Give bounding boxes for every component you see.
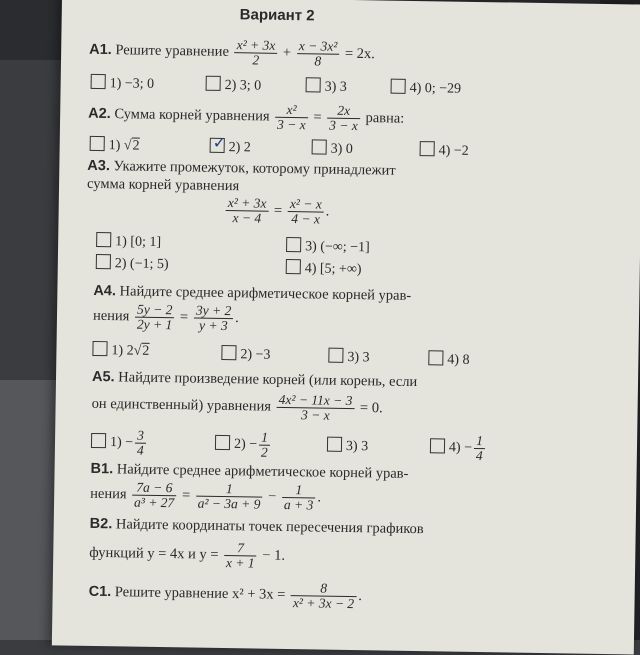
a5-option-2[interactable]: 2) − $\frac{1}{2}$ <box>215 430 272 460</box>
checkbox[interactable] <box>221 345 236 360</box>
fraction: $\frac{8}{\text{x² + 3x − 2}}$ <box>291 581 357 611</box>
checkbox[interactable] <box>286 237 301 252</box>
a3-option-1[interactable]: 1) [0; 1] <box>96 232 161 251</box>
checkbox[interactable] <box>91 74 106 89</box>
checkbox[interactable] <box>430 438 445 453</box>
checkbox[interactable] <box>206 76 221 91</box>
checkbox[interactable] <box>91 433 106 448</box>
fraction: $\frac{\text{4x² − 11x − 3}}{3 - x}$ <box>276 393 354 423</box>
a3-equation: $\frac{\text{x² + 3x}}{x - 4}$ = $\frac{\text{x² − x}}{4 - x}$ . <box>223 196 329 227</box>
a4-option-4[interactable]: 4) 8 <box>428 350 469 369</box>
check-mark-icon: ✓ <box>212 134 227 153</box>
a1-option-2[interactable]: 2) 3; 0 <box>206 76 262 95</box>
checkbox[interactable] <box>92 341 107 356</box>
sqrt-icon: √ <box>133 343 142 359</box>
fraction: $\frac{7}{x + 1}$ <box>224 541 257 571</box>
fraction: $\frac{1}{a + 3}$ <box>282 483 316 513</box>
question-b2: В2. Найдите координаты точек пересечения графиков <box>89 515 424 538</box>
question-b1: В1. Найдите среднее арифметическое корней урав- <box>90 460 409 482</box>
checkbox[interactable] <box>90 136 105 151</box>
fraction: $\frac{\text{x² + 3x}}{x - 4}$ <box>225 196 268 226</box>
sqrt-icon: √ <box>123 138 132 154</box>
checkbox[interactable] <box>96 254 111 269</box>
a2-option-2[interactable]: ✓ 2) 2 <box>210 138 251 157</box>
question-a3-line2: сумма корней уравнения <box>86 175 240 195</box>
question-a4: А4. Найдите среднее арифметическое корней урав- <box>93 282 412 304</box>
a4-option-3[interactable]: 3) 3 <box>328 348 369 367</box>
a1-option-3[interactable]: 3) 3 <box>305 77 346 96</box>
a5-option-3[interactable]: 3) 3 <box>327 437 368 456</box>
fraction: $\frac{\text{x − 3x²}}{8}$ <box>296 39 339 69</box>
a2-option-3[interactable]: 3) 0 <box>312 139 353 158</box>
fraction: $\frac{2x}{3 - x}$ <box>327 104 360 134</box>
a2-option-4[interactable]: 4) −2 <box>420 141 469 160</box>
question-c1: С1. Решите уравнение x² + 3x = $\frac{8}{\text{x² + 3x − 2}}$ . <box>88 580 363 612</box>
question-a3: А3. Укажите промежуток, которому принадлежит <box>87 157 396 179</box>
fraction: $\frac{3}{4}$ <box>136 427 145 458</box>
checkbox[interactable] <box>306 77 321 92</box>
a4-option-2[interactable]: 2) −3 <box>221 345 270 364</box>
checkbox[interactable] <box>96 232 111 247</box>
a3-option-2[interactable]: 2) (−1; 5) <box>96 254 169 273</box>
checkbox[interactable] <box>215 435 230 450</box>
checkbox[interactable] <box>428 350 443 365</box>
fraction: $\frac{5y - 2}{2y + 1}$ <box>136 301 173 333</box>
checkbox[interactable] <box>328 348 343 363</box>
checkbox[interactable] <box>420 141 435 156</box>
question-a5: А5. Найдите произведение корней (или корень, если <box>91 368 418 391</box>
fraction: $\frac{1}{\text{a² − 3a + 9}}$ <box>196 482 263 512</box>
a5-option-1[interactable]: 1) − $\frac{3}{4}$ <box>91 428 148 458</box>
a3-option-4[interactable]: 4) [5; +∞) <box>286 259 362 278</box>
a5-option-4[interactable]: 4) − $\frac{1}{4}$ <box>430 433 487 463</box>
variant-title: Вариант 2 <box>239 6 315 25</box>
checkbox[interactable] <box>327 437 342 452</box>
question-a4-line2: нения $\frac{5y - 2}{2y + 1}$ = $\frac{3y + 2}{y + 3}$ . <box>92 301 239 334</box>
checkbox[interactable] <box>391 79 406 94</box>
checkbox[interactable] <box>286 259 301 274</box>
fraction: $\frac{3y + 2}{y + 3}$ <box>194 304 234 334</box>
a2-option-1[interactable]: 1) √2 <box>90 136 140 155</box>
checkbox[interactable] <box>312 139 327 154</box>
fraction: $\frac{1}{4}$ <box>475 432 484 464</box>
worksheet-page <box>52 0 640 654</box>
fraction: $\frac{\text{x²}}{3 - x}$ <box>275 103 308 133</box>
fraction: $\frac{\text{x² + 3x}}{2}$ <box>234 38 277 68</box>
question-a5-line2: он единственный) уравнения $\frac{\text{4x² − 11x − 3}}{3 - x}$ = 0. <box>91 391 383 423</box>
checkbox-checked[interactable] <box>210 134 227 153</box>
fraction: $\frac{1}{2}$ <box>260 429 269 460</box>
question-b2-line2: функций y = 4x и y = $\frac{7}{x + 1}$ − 1. <box>89 540 286 571</box>
question-b1-line2: нения $\frac{7a - 6}{\text{a³ + 27}}$ = $\frac{1}{\text{a² − 3a + 9}}$ − $\frac{1}{a + 3}$ . <box>90 479 322 513</box>
a4-option-1[interactable]: 1) 2√2 <box>92 341 149 360</box>
question-a1: А1. Решите уравнение $\frac{\text{x² + 3x}}{2}$ + $\frac{\text{x − 3x²}}{8}$ = 2x. <box>89 37 375 69</box>
question-a2: А2. Сумма корней уравнения $\frac{\text{x²}}{3 - x}$ = $\frac{2x}{3 - x}$ равна: <box>88 101 405 134</box>
fraction: $\frac{\text{x² − x}}{4 - x}$ <box>288 197 324 227</box>
a1-option-4[interactable]: 4) 0; −29 <box>390 79 461 98</box>
a1-option-1[interactable]: 1) −3; 0 <box>91 74 155 93</box>
a3-option-3[interactable]: 3) (−∞; −1] <box>286 237 370 256</box>
fraction: $\frac{7a - 6}{\text{a³ + 27}}$ <box>132 481 177 511</box>
